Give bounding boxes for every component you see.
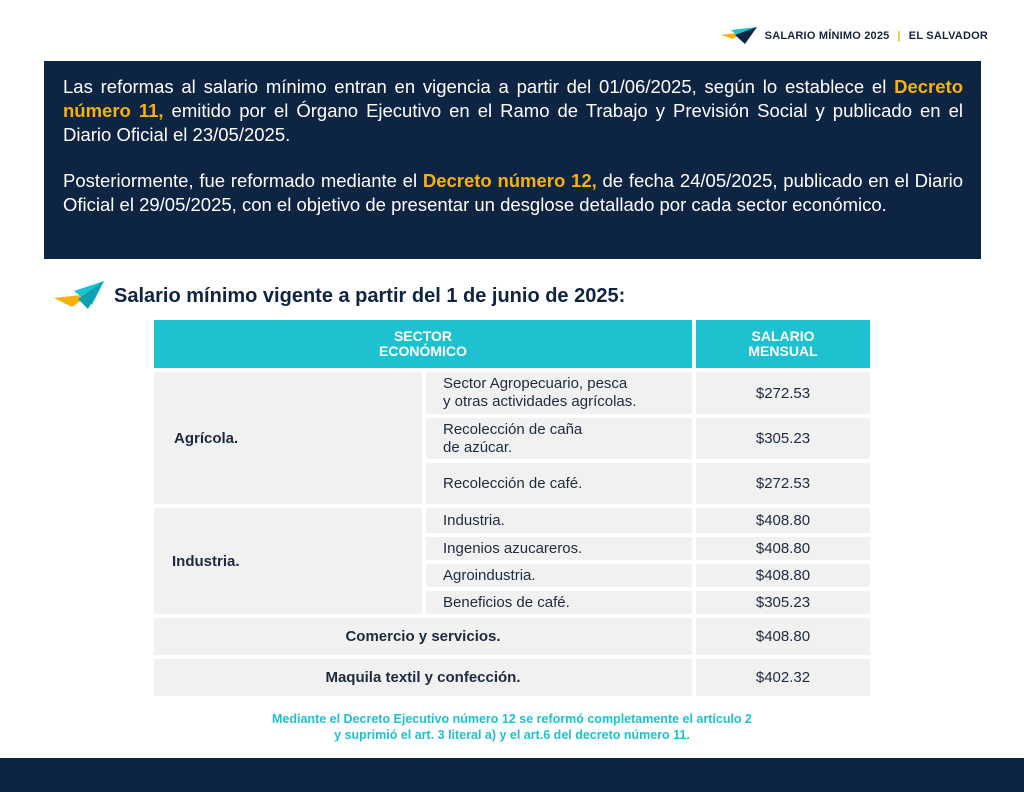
table-row <box>426 564 870 587</box>
header-title: SALARIO MÍNIMO 2025 <box>764 30 890 42</box>
table-row-comercio <box>154 618 870 655</box>
group-label-industria: Industria. <box>154 508 422 614</box>
header-sector-line1: SECTOR <box>393 328 453 344</box>
group-rows-agricola <box>426 372 870 504</box>
intro-p1-highlight: Decreto número 11, <box>63 76 963 121</box>
salary-value: $305.23 <box>696 591 870 614</box>
header-brand <box>721 26 988 46</box>
intro-box <box>44 61 981 259</box>
intro-p1-text-b: emitido por el Órgano Ejecutivo en el Ramo de Trabajo y Previsión Social y publicado en el Diario Oficial el 23/05/2025. <box>63 100 963 145</box>
sub-sector-cell: Industria. <box>426 508 692 533</box>
salary-value: $305.23 <box>696 418 870 459</box>
sub-sector-cell: Beneficios de café. <box>426 591 692 614</box>
intro-paragraph-2 <box>63 169 963 217</box>
sub-sector-line2: de azúcar. <box>443 438 513 456</box>
footnote-line1: Mediante el Decreto Ejecutivo número 12 se reformó completamente el artículo 2 <box>271 712 752 726</box>
header-country: EL SALVADOR <box>908 30 988 42</box>
salary-value: $408.80 <box>696 564 870 587</box>
group-label-agricola: Agrícola. <box>154 372 422 504</box>
table-row <box>426 418 870 459</box>
header-salary <box>696 320 870 368</box>
footnote <box>0 711 1024 743</box>
section-title: Salario mínimo vigente a partir del 1 de junio de 2025: <box>114 284 626 307</box>
salary-value: $408.80 <box>696 508 870 533</box>
paper-plane-logo-icon <box>721 26 759 46</box>
salary-value: $408.80 <box>696 537 870 560</box>
intro-p2-highlight: Decreto número 12, <box>422 170 597 191</box>
header-separator: | <box>897 30 901 42</box>
table-row <box>426 537 870 560</box>
header-salary-line2: MENSUAL <box>748 343 818 359</box>
header-sector-line2: ECONÓMICO <box>379 343 467 359</box>
header-salary-line1: SALARIO <box>751 328 815 344</box>
sub-sector-cell <box>426 372 692 414</box>
sub-sector-line1: Recolección de caña <box>443 420 583 438</box>
salary-value: $408.80 <box>696 618 870 655</box>
footer-bar <box>0 758 1024 792</box>
sector-name-comercio: Comercio y servicios. <box>154 618 692 655</box>
intro-p2-text-a: Posteriormente, fue reformado mediante el <box>63 170 423 191</box>
group-industria <box>154 508 870 614</box>
group-rows-industria <box>426 508 870 614</box>
sub-sector-cell: Agroindustria. <box>426 564 692 587</box>
intro-paragraph-1 <box>63 75 963 147</box>
group-agricola <box>154 372 870 504</box>
table-header <box>154 320 870 368</box>
section-heading <box>54 281 625 311</box>
table-row <box>426 463 870 504</box>
salary-value: $272.53 <box>696 463 870 504</box>
table-row <box>426 372 870 414</box>
sub-sector-cell: Ingenios azucareros. <box>426 537 692 560</box>
sub-sector-cell: Recolección de café. <box>426 463 692 504</box>
intro-p2-text-b: de fecha 24/05/2025, publicado en el Diario Oficial el 29/05/2025, con el objetivo de presentar un desglose detallado por cada sector económico. <box>63 170 964 215</box>
table-row-maquila <box>154 659 870 696</box>
salary-table <box>154 320 870 696</box>
salary-value: $402.32 <box>696 659 870 696</box>
footnote-line2: y suprimió el art. 3 literal a) y el art.6 del decreto número 11. <box>334 728 690 742</box>
salary-value: $272.53 <box>696 372 870 414</box>
sector-name-maquila: Maquila textil y confección. <box>154 659 692 696</box>
table-row <box>426 591 870 614</box>
paper-plane-bullet-icon <box>54 281 104 311</box>
intro-p1-text-a: Las reformas al salario mínimo entran en vigencia a partir del 01/06/2025, según lo establece el <box>63 76 895 97</box>
header-sector <box>154 320 692 368</box>
table-row <box>426 508 870 533</box>
sub-sector-line2: y otras actividades agrícolas. <box>443 393 637 410</box>
sub-sector-cell <box>426 418 692 459</box>
sub-sector-line1: Sector Agropecuario, pesca <box>443 375 628 392</box>
